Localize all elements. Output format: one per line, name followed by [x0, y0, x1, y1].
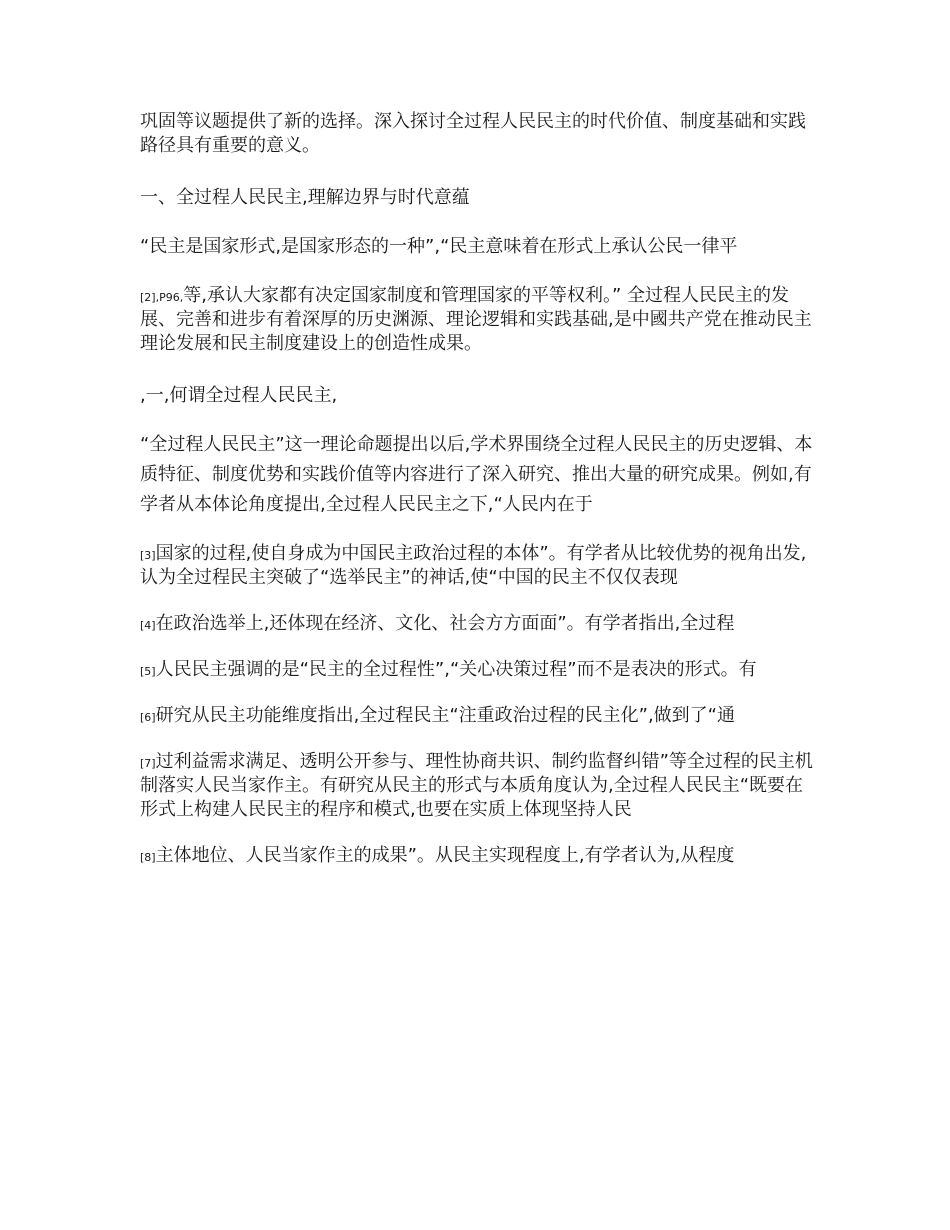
body-paragraph-intro: 巩固等议题提供了新的选择。深入探讨全过程人民民主的时代价值、制度基础和实践路径具有重要的意义。	[140, 111, 806, 156]
paragraph-text: 等,承认大家都有决定国家制度和管理国家的平等权利。” 全过程人民民主的发展、完善和进步有着深厚的历史渊源、理论逻辑和实践基础,是中國共产党在推动民主理论发展和民主制度建设上的创造性成果。	[140, 285, 812, 354]
body-paragraph-ref-2	[140, 284, 815, 356]
body-paragraph-ref-7	[140, 750, 815, 822]
citation-ref: [7]	[140, 757, 156, 770]
document-page	[140, 110, 815, 868]
citation-ref: [8]	[140, 851, 156, 864]
body-paragraph-literature: “全过程人民民主”这一理论命题提出以后,学术界围绕全过程人民民主的历史逻辑、本质特征、制度优势和实践价值等内容进行了深入研究、推出大量的研究成果。例如,有学者从本体论角度提出,全过程人民民主之下,“人民内在于	[140, 434, 813, 515]
body-paragraph-ref-3	[140, 542, 815, 590]
citation-ref: [2],P96,	[140, 291, 184, 304]
body-paragraph-quote: “民主是国家形式,是国家形态的一种”,“民主意味着在形式上承认公民一律平	[140, 236, 738, 257]
citation-ref: [5]	[140, 665, 156, 678]
body-paragraph-ref-8	[140, 844, 815, 868]
paragraph-text: 在政治选举上,还体现在经济、文化、社会方方面面”。有学者指出,全过程	[155, 613, 735, 634]
body-paragraph-ref-4	[140, 612, 815, 636]
body-paragraph-ref-6	[140, 704, 815, 728]
paragraph-text: 过利益需求满足、透明公开参与、理性协商共识、制约监督纠错”等全过程的民主机制落实人民当家作主。有研究从民主的形式与本质角度认为,全过程人民民主“既要在形式上构建人民民主的程序和模式,也要在实质上体现坚持人民	[140, 751, 813, 820]
citation-ref: [3]	[140, 549, 156, 562]
paragraph-text: 研究从民主功能维度指出,全过程民主“注重政治过程的民主化”,做到了“通	[155, 705, 736, 726]
body-paragraph-ref-5	[140, 658, 815, 682]
citation-ref: [4]	[140, 619, 156, 632]
section-heading: 一、全过程人民民主,理解边界与时代意蕴	[140, 187, 470, 208]
paragraph-text: 主体地位、人民当家作主的成果”。从民主实现程度上,有学者认为,从程度	[155, 845, 735, 866]
paragraph-text: 人民民主强调的是“民主的全过程性”,“关心决策过程”而不是表决的形式。有	[155, 659, 757, 680]
paragraph-text: 国家的过程,使自身成为中国民主政治过程的本体”。有学者从比较优势的视角出发,认为全过程民主突破了“选举民主”的神话,使“中国的民主不仅仅表现	[140, 543, 807, 588]
subsection-heading: ,一,何谓全过程人民民主,	[140, 385, 338, 406]
citation-ref: [6]	[140, 711, 156, 724]
